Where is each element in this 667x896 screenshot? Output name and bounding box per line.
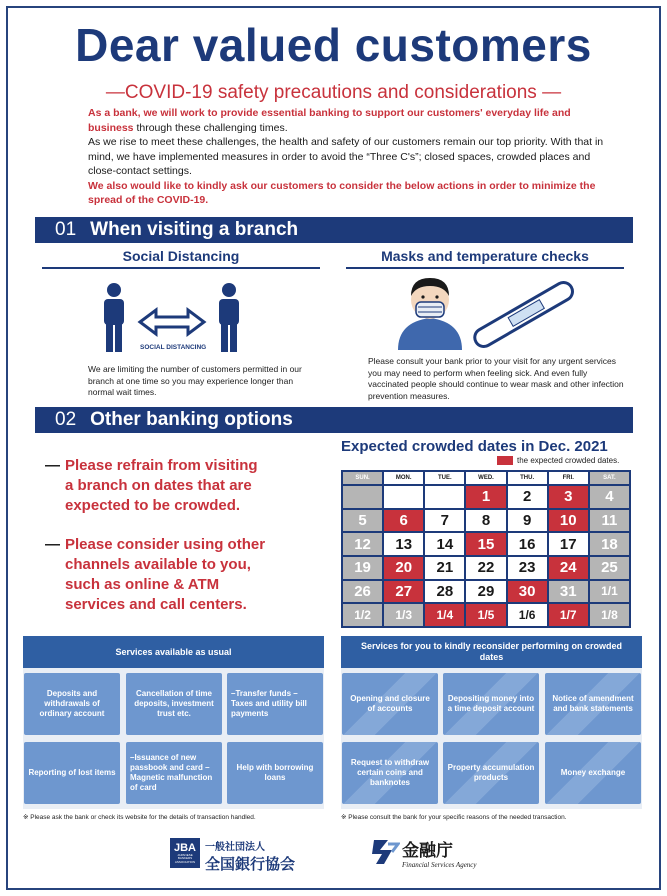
bullet-line: expected to be crowded. bbox=[65, 497, 241, 514]
calendar-day: 27 bbox=[384, 581, 423, 603]
thermometer-icon bbox=[472, 279, 576, 350]
service-reconsider-item: Request to withdraw certain coins and banknotes bbox=[342, 742, 438, 804]
calendar-day: 28 bbox=[425, 581, 464, 603]
service-usual-item: Deposits and withdrawals of ordinary account bbox=[24, 673, 120, 735]
bullet-line: Please refrain from visiting bbox=[65, 457, 258, 474]
bullet-line: services and call centers. bbox=[65, 596, 247, 613]
section-02-number: 02 bbox=[55, 409, 77, 430]
fsa-name bbox=[402, 836, 477, 869]
calendar-day: 19 bbox=[343, 557, 382, 579]
calendar-day: 15 bbox=[466, 533, 505, 555]
person-right-icon bbox=[219, 283, 239, 352]
bullet-other-channels bbox=[45, 535, 295, 615]
calendar-day: 1/1 bbox=[590, 581, 629, 603]
calendar-legend bbox=[497, 456, 619, 465]
calendar-weekday: MON. bbox=[384, 472, 423, 484]
calendar-day: 1/3 bbox=[384, 604, 423, 626]
bullet-line: such as online & ATM bbox=[65, 576, 220, 593]
masks-heading: Masks and temperature checks bbox=[346, 248, 624, 269]
jba-logo bbox=[170, 838, 200, 868]
intro-p1-red: As a bank, we will work to provide essential banking to support our customers' everyday life and business bbox=[88, 107, 571, 134]
jba-small-text: JAPANESE BANKERS ASSOCIATION bbox=[174, 852, 196, 864]
calendar-empty-cell bbox=[425, 486, 464, 508]
calendar-day: 18 bbox=[590, 533, 629, 555]
calendar-day: 24 bbox=[549, 557, 588, 579]
calendar-day: 8 bbox=[466, 510, 505, 532]
service-usual-item: Reporting of lost items bbox=[24, 742, 120, 804]
legend-swatch bbox=[497, 456, 513, 465]
calendar-day: 16 bbox=[508, 533, 547, 555]
social-distancing-arrow-label: SOCIAL DISTANCING bbox=[140, 344, 207, 351]
bullet-line: channels available to you, bbox=[65, 556, 251, 573]
service-usual-item: –Issuance of new passbook and card –Magnetic malfunction of card bbox=[126, 742, 222, 804]
masks-illustration bbox=[396, 272, 586, 350]
calendar-title: Expected crowded dates in Dec. 2021 bbox=[341, 438, 608, 455]
page-subtitle: —COVID-19 safety precautions and considerations — bbox=[105, 82, 562, 103]
section-02-header bbox=[35, 407, 633, 433]
intro-p2: As we rise to meet these challenges, the health and safety of our customers remain our top priority. With that in mind, we have implemented measures in order to avoid the “Three C's”; closed spaces, crowded places and close-contact settings. bbox=[88, 136, 604, 177]
calendar-day: 21 bbox=[425, 557, 464, 579]
calendar-weekday: SUN. bbox=[343, 472, 382, 484]
intro-p3-red: We also would like to kindly ask our customers to consider the below actions in order to minimize the spread of the COVID-19. bbox=[88, 179, 596, 206]
calendar-grid bbox=[343, 472, 629, 626]
calendar-day: 9 bbox=[508, 510, 547, 532]
legend-text: the expected crowded dates. bbox=[517, 456, 620, 465]
calendar-day: 17 bbox=[549, 533, 588, 555]
calendar-day: 30 bbox=[508, 581, 547, 603]
calendar-day: 10 bbox=[549, 510, 588, 532]
jba-name bbox=[205, 838, 295, 874]
fsa-emblem-icon bbox=[370, 836, 400, 868]
calendar-day: 2 bbox=[508, 486, 547, 508]
jba-line2: 全国銀行協会 bbox=[205, 856, 296, 873]
section-02-title: Other banking options bbox=[90, 409, 293, 430]
calendar-day: 31 bbox=[549, 581, 588, 603]
masked-person-icon bbox=[398, 278, 462, 350]
services-usual-note: ※ Please ask the bank or check its website for the details of transaction handled. bbox=[23, 814, 256, 821]
calendar-empty-cell bbox=[384, 486, 423, 508]
calendar-day: 7 bbox=[425, 510, 464, 532]
section-01-title: When visiting a branch bbox=[90, 219, 299, 240]
calendar-day: 12 bbox=[343, 533, 382, 555]
calendar-weekday: SAT. bbox=[590, 472, 629, 484]
calendar-day: 5 bbox=[343, 510, 382, 532]
person-left-icon bbox=[104, 283, 124, 352]
calendar-day: 29 bbox=[466, 581, 505, 603]
service-reconsider-item: Property accumulation products bbox=[443, 742, 539, 804]
social-distancing-heading: Social Distancing bbox=[42, 248, 320, 269]
calendar-weekday: FRI. bbox=[549, 472, 588, 484]
calendar-day: 1/6 bbox=[508, 604, 547, 626]
service-reconsider-item: Notice of amendment and bank statements bbox=[545, 673, 641, 735]
page-title: Dear valued customers bbox=[75, 19, 592, 71]
calendar-empty-cell bbox=[343, 486, 382, 508]
intro-p1-rest: through these challenging times. bbox=[133, 121, 288, 134]
service-reconsider-item: Opening and closure of accounts bbox=[342, 673, 438, 735]
calendar-day: 1/4 bbox=[425, 604, 464, 626]
calendar-day: 6 bbox=[384, 510, 423, 532]
calendar-day: 22 bbox=[466, 557, 505, 579]
calendar-day: 23 bbox=[508, 557, 547, 579]
calendar-day: 1/8 bbox=[590, 604, 629, 626]
fsa-subtitle: Financial Services Agency bbox=[402, 861, 477, 869]
services-reconsider-heading: Services for you to kindly reconsider performing on crowded dates bbox=[341, 636, 642, 668]
services-reconsider-note: ※ Please consult the bank for your specific reasons of the needed transaction. bbox=[341, 814, 567, 821]
calendar-weekday: WED. bbox=[466, 472, 505, 484]
calendar-day: 25 bbox=[590, 557, 629, 579]
calendar-day: 1 bbox=[466, 486, 505, 508]
double-arrow-icon bbox=[140, 310, 204, 334]
calendar-weekday: TUE. bbox=[425, 472, 464, 484]
bullet-dash: — bbox=[45, 536, 60, 553]
calendar-day: 11 bbox=[590, 510, 629, 532]
masks-caption: Please consult your bank prior to your visit for any urgent services you may need to perform when feeling sick. And even fully vaccinated people should continue to wear mask and other infection prevention measures. bbox=[368, 356, 624, 401]
calendar-day: 14 bbox=[425, 533, 464, 555]
calendar-day: 4 bbox=[590, 486, 629, 508]
social-distancing-caption: We are limiting the number of customers permitted in our branch at one time so you may experience longer than normal wait times. bbox=[88, 364, 302, 397]
calendar-day: 1/2 bbox=[343, 604, 382, 626]
calendar-day: 20 bbox=[384, 557, 423, 579]
calendar-day: 1/7 bbox=[549, 604, 588, 626]
calendar bbox=[341, 470, 631, 628]
calendar-day: 26 bbox=[343, 581, 382, 603]
bullet-line: Please consider using other bbox=[65, 536, 266, 553]
service-reconsider-item: Depositing money into a time deposit account bbox=[443, 673, 539, 735]
calendar-weekday: THU. bbox=[508, 472, 547, 484]
service-usual-item: Help with borrowing loans bbox=[227, 742, 323, 804]
bullet-line: a branch on dates that are bbox=[65, 477, 252, 494]
calendar-day: 3 bbox=[549, 486, 588, 508]
jba-mark: JBA bbox=[173, 841, 196, 854]
section-01-header bbox=[35, 217, 633, 243]
section-01-number: 01 bbox=[55, 219, 77, 240]
calendar-day: 13 bbox=[384, 533, 423, 555]
service-usual-item: –Transfer funds –Taxes and utility bill payments bbox=[227, 673, 323, 735]
services-usual-heading: Services available as usual bbox=[23, 636, 324, 668]
intro-text bbox=[88, 106, 608, 208]
bullet-dash: — bbox=[45, 457, 60, 474]
fsa-title: 金融庁 bbox=[402, 841, 453, 860]
jba-line1: 一般社団法人 bbox=[205, 842, 265, 853]
bullet-refrain bbox=[45, 456, 295, 516]
service-usual-item: Cancellation of time deposits, investment trust etc. bbox=[126, 673, 222, 735]
service-reconsider-item: Money exchange bbox=[545, 742, 641, 804]
calendar-day: 1/5 bbox=[466, 604, 505, 626]
